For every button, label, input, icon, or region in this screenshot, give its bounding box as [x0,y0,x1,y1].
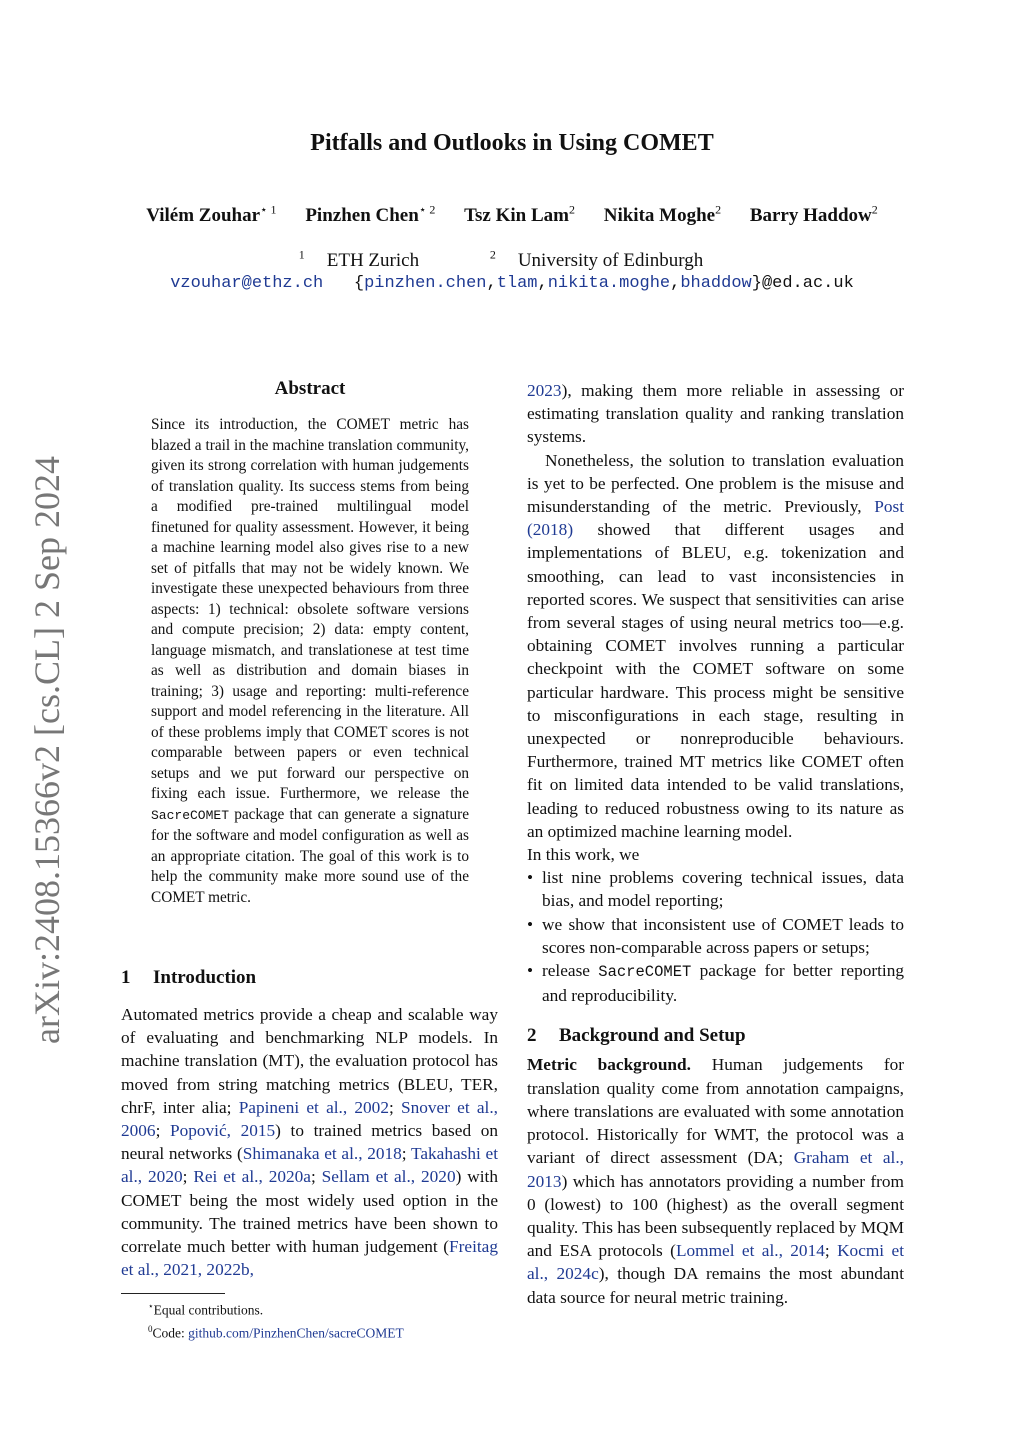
package-name: SacreCOMET [598,963,692,982]
author: Vilém Zouhar$^{⋆ 1}$ [146,203,277,227]
code-repo-link[interactable]: github.com/PinzhenChen/sacreCOMET [188,1325,404,1340]
author: Nikita Moghe$^2$ [603,203,722,227]
arxiv-identifier: arXiv:2408.15366v2 [cs.CL] 2 Sep 2024 [27,456,67,1044]
citation-link[interactable]: Lommel et al., 2014 [675,1241,825,1261]
citation-link[interactable]: Rei et al., 2020a [193,1167,311,1187]
author-emails: vzouhar@ethz.ch {pinzhen.chen,tlam,nikita.moghe,bhaddow}@ed.ac.uk [170,274,854,293]
section-heading-background: 2 Background and Setup [527,1025,746,1047]
citation-link[interactable]: Shimanaka et al., 2018 [242,1144,402,1164]
citation-link[interactable]: Sellam et al., 2020 [321,1167,456,1187]
footnote: ⋆Equal contributions. [148,1301,264,1318]
author: Tsz Kin Lam$^2$ [464,203,575,227]
intro-paragraph-continued: 2023), making them more reliable in assessing or estimating translation quality and ranking translation systems. [527,381,904,447]
footnote-rule [121,1293,225,1294]
author: Pinzhen Chen$^{⋆ 2}$ [305,203,436,227]
list-item: • release SacreCOMET package for better reporting and reproducibility. [527,959,904,1007]
footnotes [148,1297,508,1342]
arxiv-sidebar [24,456,70,1044]
section-heading-introduction: 1 Introduction [121,967,257,988]
list-item: • list nine problems covering technical issues, data bias, and model reporting; [527,866,904,912]
background-paragraph: Metric background. Human judgements for translation quality come from annotation campaigns, where translations are evaluated with some annotation protocol. Historically for WMT, the protocol was a variant of direct assessment (DA; Graham et al., 2013) which has annotators providing a number from 0 (lowest) to 100 (highest) as the overall segment quality. This has been subsequently replaced by MQM and ESA protocols (Lommel et al., 2014; Kocmi et al., 2024c), though DA remains the most abundant data source for neural metric training. [527,1055,904,1307]
abstract-body: Since its introduction, the COMET metric has blazed a trail in the machine translation community, given its strong correlation with human judgements of translation quality. Its success stems from being a modified pre-trained multilingual model finetuned for quality assessment. However, it being a machine learning model also gives rise to a new set of pitfalls that may not be widely known. We investigate these unexpected behaviours from three aspects: 1) technical: obsolete software versions and compute precision; 2) data: empty content, language mismatch, and translationese at test time as well as distribution and domain biases in training; 3) usage and reporting: multi-reference support and model referencing in the literature. All of these problems imply that COMET scores is not comparable between papers or even technical setups and we put forward our perspective on fixing each issue. Furthermore, we release the SacreCOMET package that can generate a signature for the software and model configuration as well as an appropriate citation. The goal of this work is to help the community make more sound use of the COMET metric. [151,416,469,906]
affiliations [0,248,1024,272]
email-link[interactable]: vzouhar@ethz.ch [170,274,324,293]
paragraph-runin-heading: Metric background. [527,1055,691,1075]
citation-link[interactable]: Takahashi et al., 2020 [121,1144,498,1187]
affiliation: $^2$ University of Edinburgh [489,248,704,272]
citation-link[interactable]: Graham et al., 2013 [527,1148,904,1191]
package-name: SacreCOMET [151,807,230,823]
intro-paragraph: Automated metrics provide a cheap and scalable way of evaluating and benchmarking NLP models. In machine translation (MT), the evaluation protocol has moved from string matching metrics (BLEU, TER, chrF, inter alia; Papineni et al., 2002; Snover et al., 2006; Popović, 2015) to trained metrics based on neural networks (Shimanaka et al., 2018; Takahashi et al., 2020; Rei et al., 2020a; Sellam et al., 2020) with COMET being the most widely used option in the community. The trained metrics have been shown to correlate much better with human judgement (Freitag et al., 2021, 2022b, [121,1005,498,1280]
contributions-lead: In this work, we [527,845,640,865]
citation-link[interactable]: Post (2018) [527,497,904,540]
author: Barry Haddow$^2$ [749,203,878,227]
paper-title: Pitfalls and Outlooks in Using COMET [310,130,714,156]
left-column [121,967,498,1281]
email-link[interactable]: tlam [496,274,538,293]
citation-link[interactable]: Popović, 2015 [170,1121,276,1141]
abstract-heading: Abstract [274,378,346,399]
author-list [0,203,1024,227]
citation-link[interactable]: 2023 [527,381,562,400]
affiliation: $^1$ ETH Zurich [298,248,420,272]
citation-link[interactable]: Snover et al., 2006 [121,1097,498,1141]
email-link[interactable]: pinzhen.chen [364,274,487,293]
email-link[interactable]: nikita.moghe [547,274,671,293]
list-item: • we show that inconsistent use of COMET leads to scores non-comparable across papers or setups; [527,913,904,959]
right-column [527,379,904,1309]
footnote: $^0$Code: github.com/PinzhenChen/sacreCOMET [148,1323,404,1340]
contributions-list [527,866,904,1007]
citation-link[interactable]: Papineni et al., 2002 [238,1097,389,1117]
citation-link[interactable]: Freitag et al., 2021, 2022b, [121,1237,498,1280]
nonetheless-paragraph: Nonetheless, the solution to translation evaluation is yet to be perfected. One problem is the misuse and misunderstanding of the metric. Previously, Post (2018) showed that different usages and implementations of BLEU, e.g. tokenization and smoothing, can lead to vast inconsistencies in reported scores. We suspect that sensitivities can arise from several stages of using neural metrics too—e.g. obtaining COMET involves running a particular checkpoint with the COMET software on some particular hardware. This process might be sensitive to misconfigurations in each stage, resulting in unexpected or nonreproducible behaviours. Furthermore, trained MT metrics like COMET often fit on limited data intended to be valid translations, leading to reduced robustness owing to its nature as an optimized machine learning model. [527,450,904,841]
citation-link[interactable]: Kocmi et al., 2024c [527,1241,904,1284]
email-link[interactable]: bhaddow [680,274,752,293]
